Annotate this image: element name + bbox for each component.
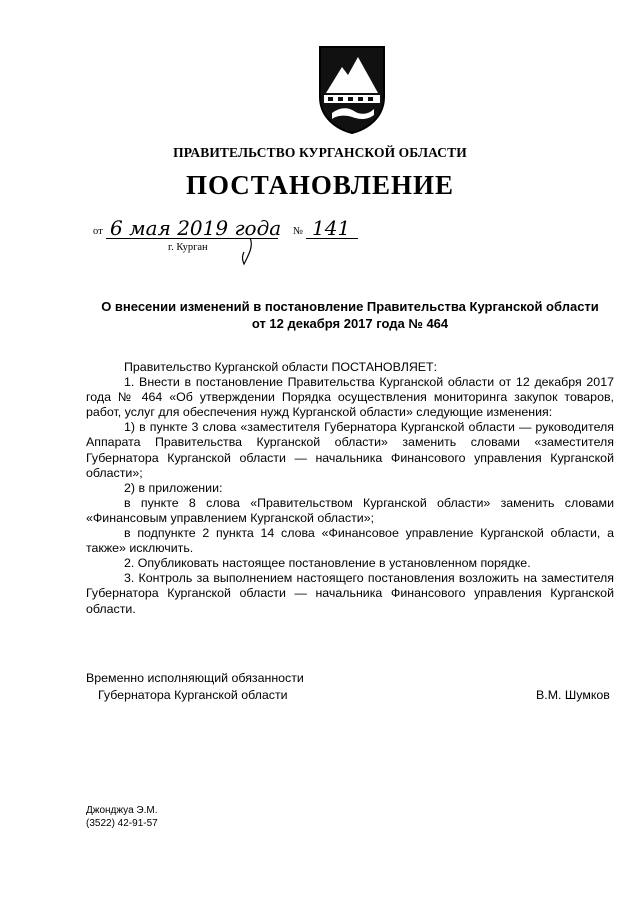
paragraph-2: 2. Опубликовать настоящее постановление в установленном порядке. [124,556,531,571]
document-title [60,298,640,332]
signatory-position-line-2: Губернатора Курганской области [98,688,288,702]
paragraph-3: 3. Контроль за выполнением настоящего постановления возложить на заместителя Губернатора Курганской области — начальника Финансового управления Курганской области. [86,571,614,616]
date-prefix: от [93,226,103,237]
paragraph-1-item-1: 1) в пункте 3 слова «заместителя Губернатора Курганской области — руководителя Аппарата Правительства Курганской области» заменить словами «заместителя Губернатора Курганской области — начальника Финансового управления Курганской области»; [86,420,614,480]
executor-phone: (3522) 42-91-57 [86,817,158,829]
number-prefix: № [293,226,304,237]
signatory-position-line-1: Временно исполняющий обязанности [86,671,304,685]
title-line-1: О внесении изменений в постановление Правительства Курганской области [101,299,599,314]
coat-of-arms-emblem [318,45,386,135]
date-handwritten: 6 мая 2019 года [110,216,282,240]
government-name: ПРАВИТЕЛЬСТВО КУРГАНСКОЙ ОБЛАСТИ [173,145,467,160]
paragraph-1-item-2: 2) в приложении: [124,480,223,495]
handwriting-stroke [236,236,256,266]
document-type: ПОСТАНОВЛЕНИЕ [185,170,455,200]
city-label: г. Курган [168,242,208,253]
preamble: Правительство Курганской области ПОСТАНОВЛЯЕТ: [124,360,438,374]
number-handwritten: 141 [312,216,351,240]
executor-block [86,805,158,830]
executor-name: Джонджуа Э.М. [86,805,158,816]
paragraph-1-item-2a: в пункте 8 слова «Правительством Курганской области» заменить словами «Финансовым управлением Курганской области»; [86,495,614,525]
title-line-2: от 12 декабря 2017 года № 464 [251,316,449,331]
signatory-name: В.М. Шумков [536,688,610,702]
document-body [86,360,614,617]
paragraph-1: 1. Внести в постановление Правительства Курганской области от 12 декабря 2017 года № 464 «Об утверждении Порядка осуществления мониторинга закупок товаров, работ, услуг для обеспечения нужд Курганской области» следующие изменения: [86,375,614,420]
paragraph-1-item-2b: в подпункте 2 пункта 14 слова «Финансовое управление Курганской области, а также» исключить. [86,526,614,556]
